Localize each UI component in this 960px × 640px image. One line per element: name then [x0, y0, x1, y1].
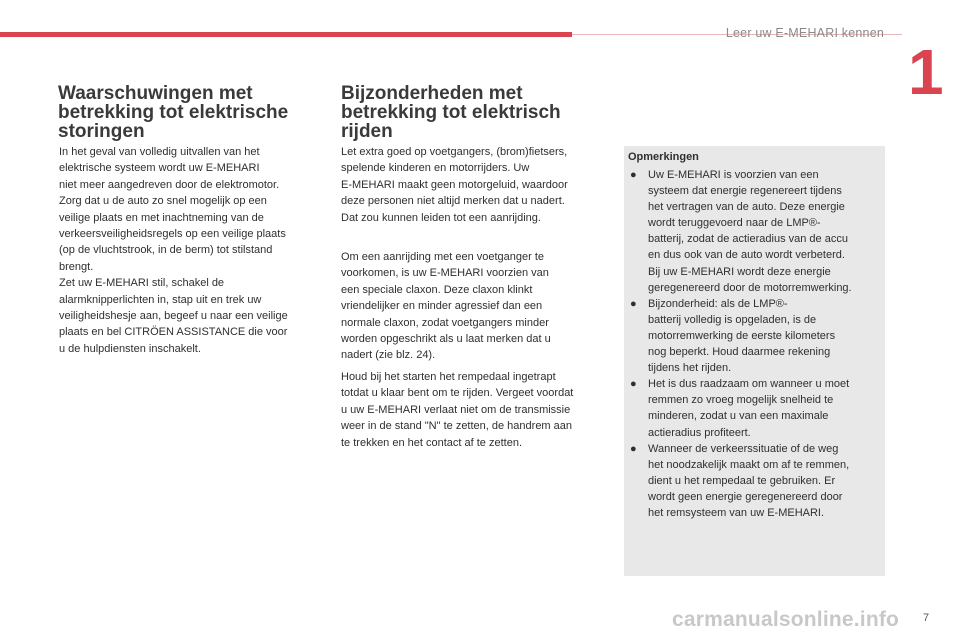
header-accent-bar — [0, 32, 572, 37]
chapter-number: 1 — [908, 36, 944, 108]
driving-paragraph-1: Let extra goed op voetgangers, (brom)fietsers, spelende kinderen en motorrijders. Uw E-MEHARI maakt geen motorgeluid, waardoor deze personen niet altijd merken dat u nadert. Dat zou kunnen leiden tot een aanrijding. — [341, 146, 568, 224]
driving-heading: Bijzonderheden met betrekking tot elektrisch rijden — [341, 83, 561, 142]
bullet-icon: ● — [630, 378, 637, 391]
note-item: ● Wanneer de verkeerssituatie of de weg het noodzakelijk maakt om af te remmen, dient u het rempedaal te gebruiken. Er wordt geen energie geregenereerd door het remsysteem van uw E-MEHARI. — [630, 442, 850, 519]
note-item: ● Bijzonderheid: als de LMP®- batterij volledig is opgeladen, is de motorremwerking de eerste kilometers nog beperkt. Houd daarmee rekening tijdens het rijden. — [630, 297, 836, 375]
driving-paragraph-2: Om een aanrijding met een voetganger te voorkomen, is uw E-MEHARI voorzien van een speciale claxon. Deze claxon klinkt vriendelijker en minder agressief dan een normale claxon, zodat voetgangers minder worden opgeschrikt als u laat merken dat u nadert (zie blz. 24). — [341, 251, 551, 362]
chapter-title: Leer uw E-MEHARI kennen — [725, 26, 884, 40]
note-item: ● Het is dus raadzaam om wanneer u moet remmen zo vroeg mogelijk snelheid te minderen, zodat u van een maximale actieradius profiteert. — [630, 378, 850, 439]
notes-title: Opmerkingen — [628, 151, 699, 163]
warning-heading: Waarschuwingen met betrekking tot elektrische storingen — [58, 83, 289, 142]
driving-paragraph-3: Houd bij het starten het rempedaal ingetrapt totdat u klaar bent om te rijden. Vergeet voordat u uw E-MEHARI verlaat niet om de transmissie weer in de stand "N" te zetten, de handrem aan te trekken en het contact af te zetten. — [341, 371, 574, 449]
page-number: 7 — [923, 612, 930, 624]
bullet-icon: ● — [630, 169, 637, 181]
watermark-text: carmanualsonline.info — [672, 608, 900, 631]
bullet-icon: ● — [630, 442, 637, 455]
notes-list — [628, 167, 882, 521]
note-item: ● Uw E-MEHARI is voorzien van een systeem dat energie regenereert tijdens het vertragen van de auto. Deze energie wordt teruggevoerd naar de LMP®- batterij, zodat de actieradius van de accu en dus ook van de auto wordt verbeterd. Bij uw E-MEHARI wordt deze energie geregenereerd door de motorremwerking. — [630, 169, 852, 294]
bullet-icon: ● — [630, 297, 637, 310]
warning-paragraph: In het geval van volledig uitvallen van het elektrische systeem wordt uw E-MEHARI niet meer aangedreven door de elektromotor. Zorg dat u de auto zo snel mogelijk op een veilige plaats en met inachtneming van de verkeersveiligheidsregels op een veilige plaats (op de vluchtstrook, in de berm) tot stilstand brengt. Zet uw E-MEHARI stil, schakel de alarmknipperlichten in, stap uit en trek uw veiligheidshesje aan, begeef u naar een veilige plaats en bel CITRÖEN ASSISTANCE die voor u de hulpdiensten inschakelt. — [59, 146, 288, 355]
